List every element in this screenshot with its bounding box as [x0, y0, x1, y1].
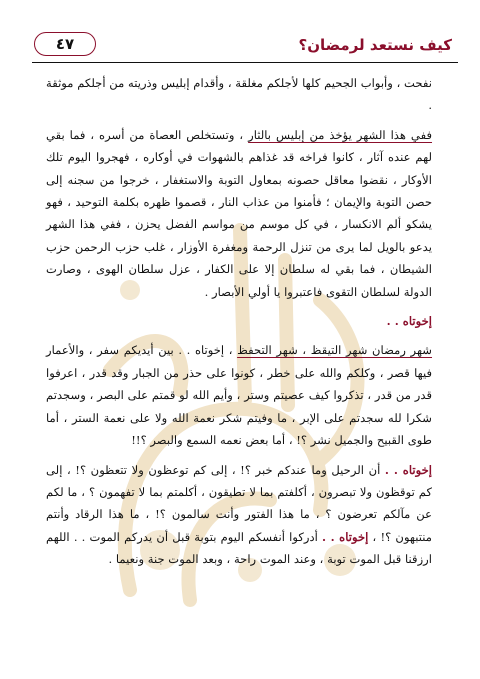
paragraph-2-text: ، وتستخلص العصاة من أسره ، فما بقي لهم عنده آثار ، كانوا فراخه قد غذاهم بالشهوات في أوكاره ، فهجروا اليوم تلك الأوكار ، نقضوا معاقل حصونه بمعاول التوبة والاستغفار ، خرجوا من سجنه إلى حصن التوبة والإيمان ؛ فأمنوا من عذاب النار ، قصموا ظهره بكلمة التوحيد ، فهو يشكو ألم الانكسار ، في كل موسم من مواسم الفضل يحزن ، ففي هذا الشهر يدعو بالويل لما يرى من تنزل الرحمة ومغفرة الأوزار ، غلب حزب الرحمن حزب الشيطان ، فما بقي له سلطان إلا على الكفار ، عزل سلطان الهوى ، وصارت الدولة لسلطان التقوى فاعتبروا يا أولي الأبصار . [46, 127, 432, 299]
paragraph-3 [46, 339, 432, 451]
paragraph-2 [46, 124, 432, 303]
paragraph-4-text-b: أدركوا أنفسكم اليوم بتوبة قبل أن يدركم الموت . . اللهم ارزقنا قبل الموت توبة ، وعند الموت راحة ، وبعد الموت جنة ونعيما . [46, 529, 432, 567]
paragraph-4-lead: إخوتاه . . [384, 462, 433, 477]
header-divider [32, 62, 458, 63]
page-number-badge: ٤٧ [34, 32, 96, 56]
paragraph-3-lead: شهر رمضان شهر التيقظ ، شهر التحفظ [237, 343, 433, 358]
chapter-title: كيف نستعد لرمضان؟ [298, 36, 452, 54]
section-heading: إخوتاه . . [386, 314, 432, 329]
paragraph-1: نفحت ، وأبواب الجحيم كلها لأجلكم مغلقة ، وأقدام إبليس وذريته من أجلكم موثقة . [46, 76, 432, 113]
paragraph-2-lead: ففي هذا الشهر يؤخذ من إبليس بالثار [248, 127, 433, 142]
paragraph-4-mid: إخوتاه . . [322, 529, 369, 544]
page-body [46, 72, 432, 571]
paragraph-4-text-a: أن الرحيل وما عندكم خبر ؟! ، إلى كم توعظون ولا تتعظون ؟! ، إلى كم توقظون ولا تبصرون ، أكلفتم بما لا تطيقون ، أكلمتم بما لا تفهمون ؟ ، ما لكم عن مآلكم تعرضون ؟ ، ما هذا الفتور وأنت سالمون ؟! ، ما هذا الرقاد وأنتم منتبهون ؟! ، [46, 462, 432, 544]
paragraph-3-text: ، إخوتاه . . بين أيديكم سفر ، والأعمار فيها قصر ، وكلكم والله على خطر ، كونوا على حذر من الجبار وقد قدر ، اعرفوا قدر من قدر ، تذكروا كيف عصيتم وستر ، وأيم الله لو قمتم على البصر ، وسجدتم شكرا لله سجدتم على الإبر ، ما وفيتم شكر نعمة الله ولا على نعمة الستر ، أما طوى القبيح والجميل نشر ؟! ، أما بعض نعمه السمع والبصر ؟!! [46, 343, 432, 448]
page-header [18, 28, 462, 64]
paragraph-4 [46, 459, 432, 571]
